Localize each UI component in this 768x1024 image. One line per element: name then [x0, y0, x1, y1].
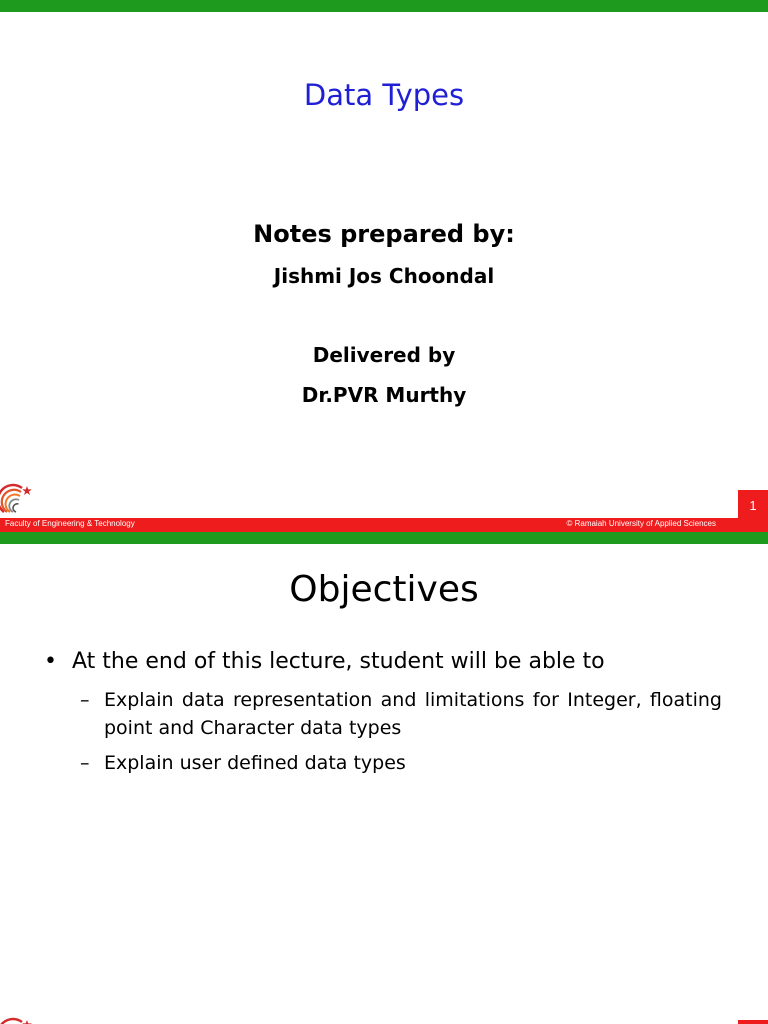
sub-item [80, 749, 722, 777]
slide-2 [0, 532, 768, 1024]
prepared-label: Notes prepared by: [253, 220, 515, 248]
author-name: Jishmi Jos Choondal [273, 264, 495, 288]
footer-copyright: © Ramaiah University of Applied Sciences [566, 519, 716, 528]
sub-item-text: Explain data representation and limitations for Integer, floating point and Character data types [104, 689, 722, 739]
dash-icon: – [80, 689, 90, 711]
ramaiah-logo-icon [0, 1016, 34, 1024]
footer-bar [0, 518, 768, 532]
ramaiah-logo-icon [0, 482, 34, 518]
dash-icon: – [80, 752, 90, 774]
page-number: 1 [738, 490, 768, 532]
page-number-tab [738, 1020, 768, 1024]
header-green-bar [0, 532, 768, 544]
bullet-text: At the end of this lecture, student will be able to [72, 649, 605, 674]
presenter-name: Dr.PVR Murthy [301, 383, 467, 407]
sub-item [80, 686, 722, 742]
header-green-bar [0, 0, 768, 12]
slide-title: Data Types [303, 78, 465, 112]
slide-title: Objectives [289, 569, 479, 610]
bullet-dot-icon: • [44, 649, 57, 674]
sub-item-text: Explain user defined data types [104, 752, 406, 774]
bullet-item [44, 649, 734, 674]
footer-faculty: Faculty of Engineering & Technology [5, 519, 135, 528]
delivered-label: Delivered by [312, 343, 456, 367]
